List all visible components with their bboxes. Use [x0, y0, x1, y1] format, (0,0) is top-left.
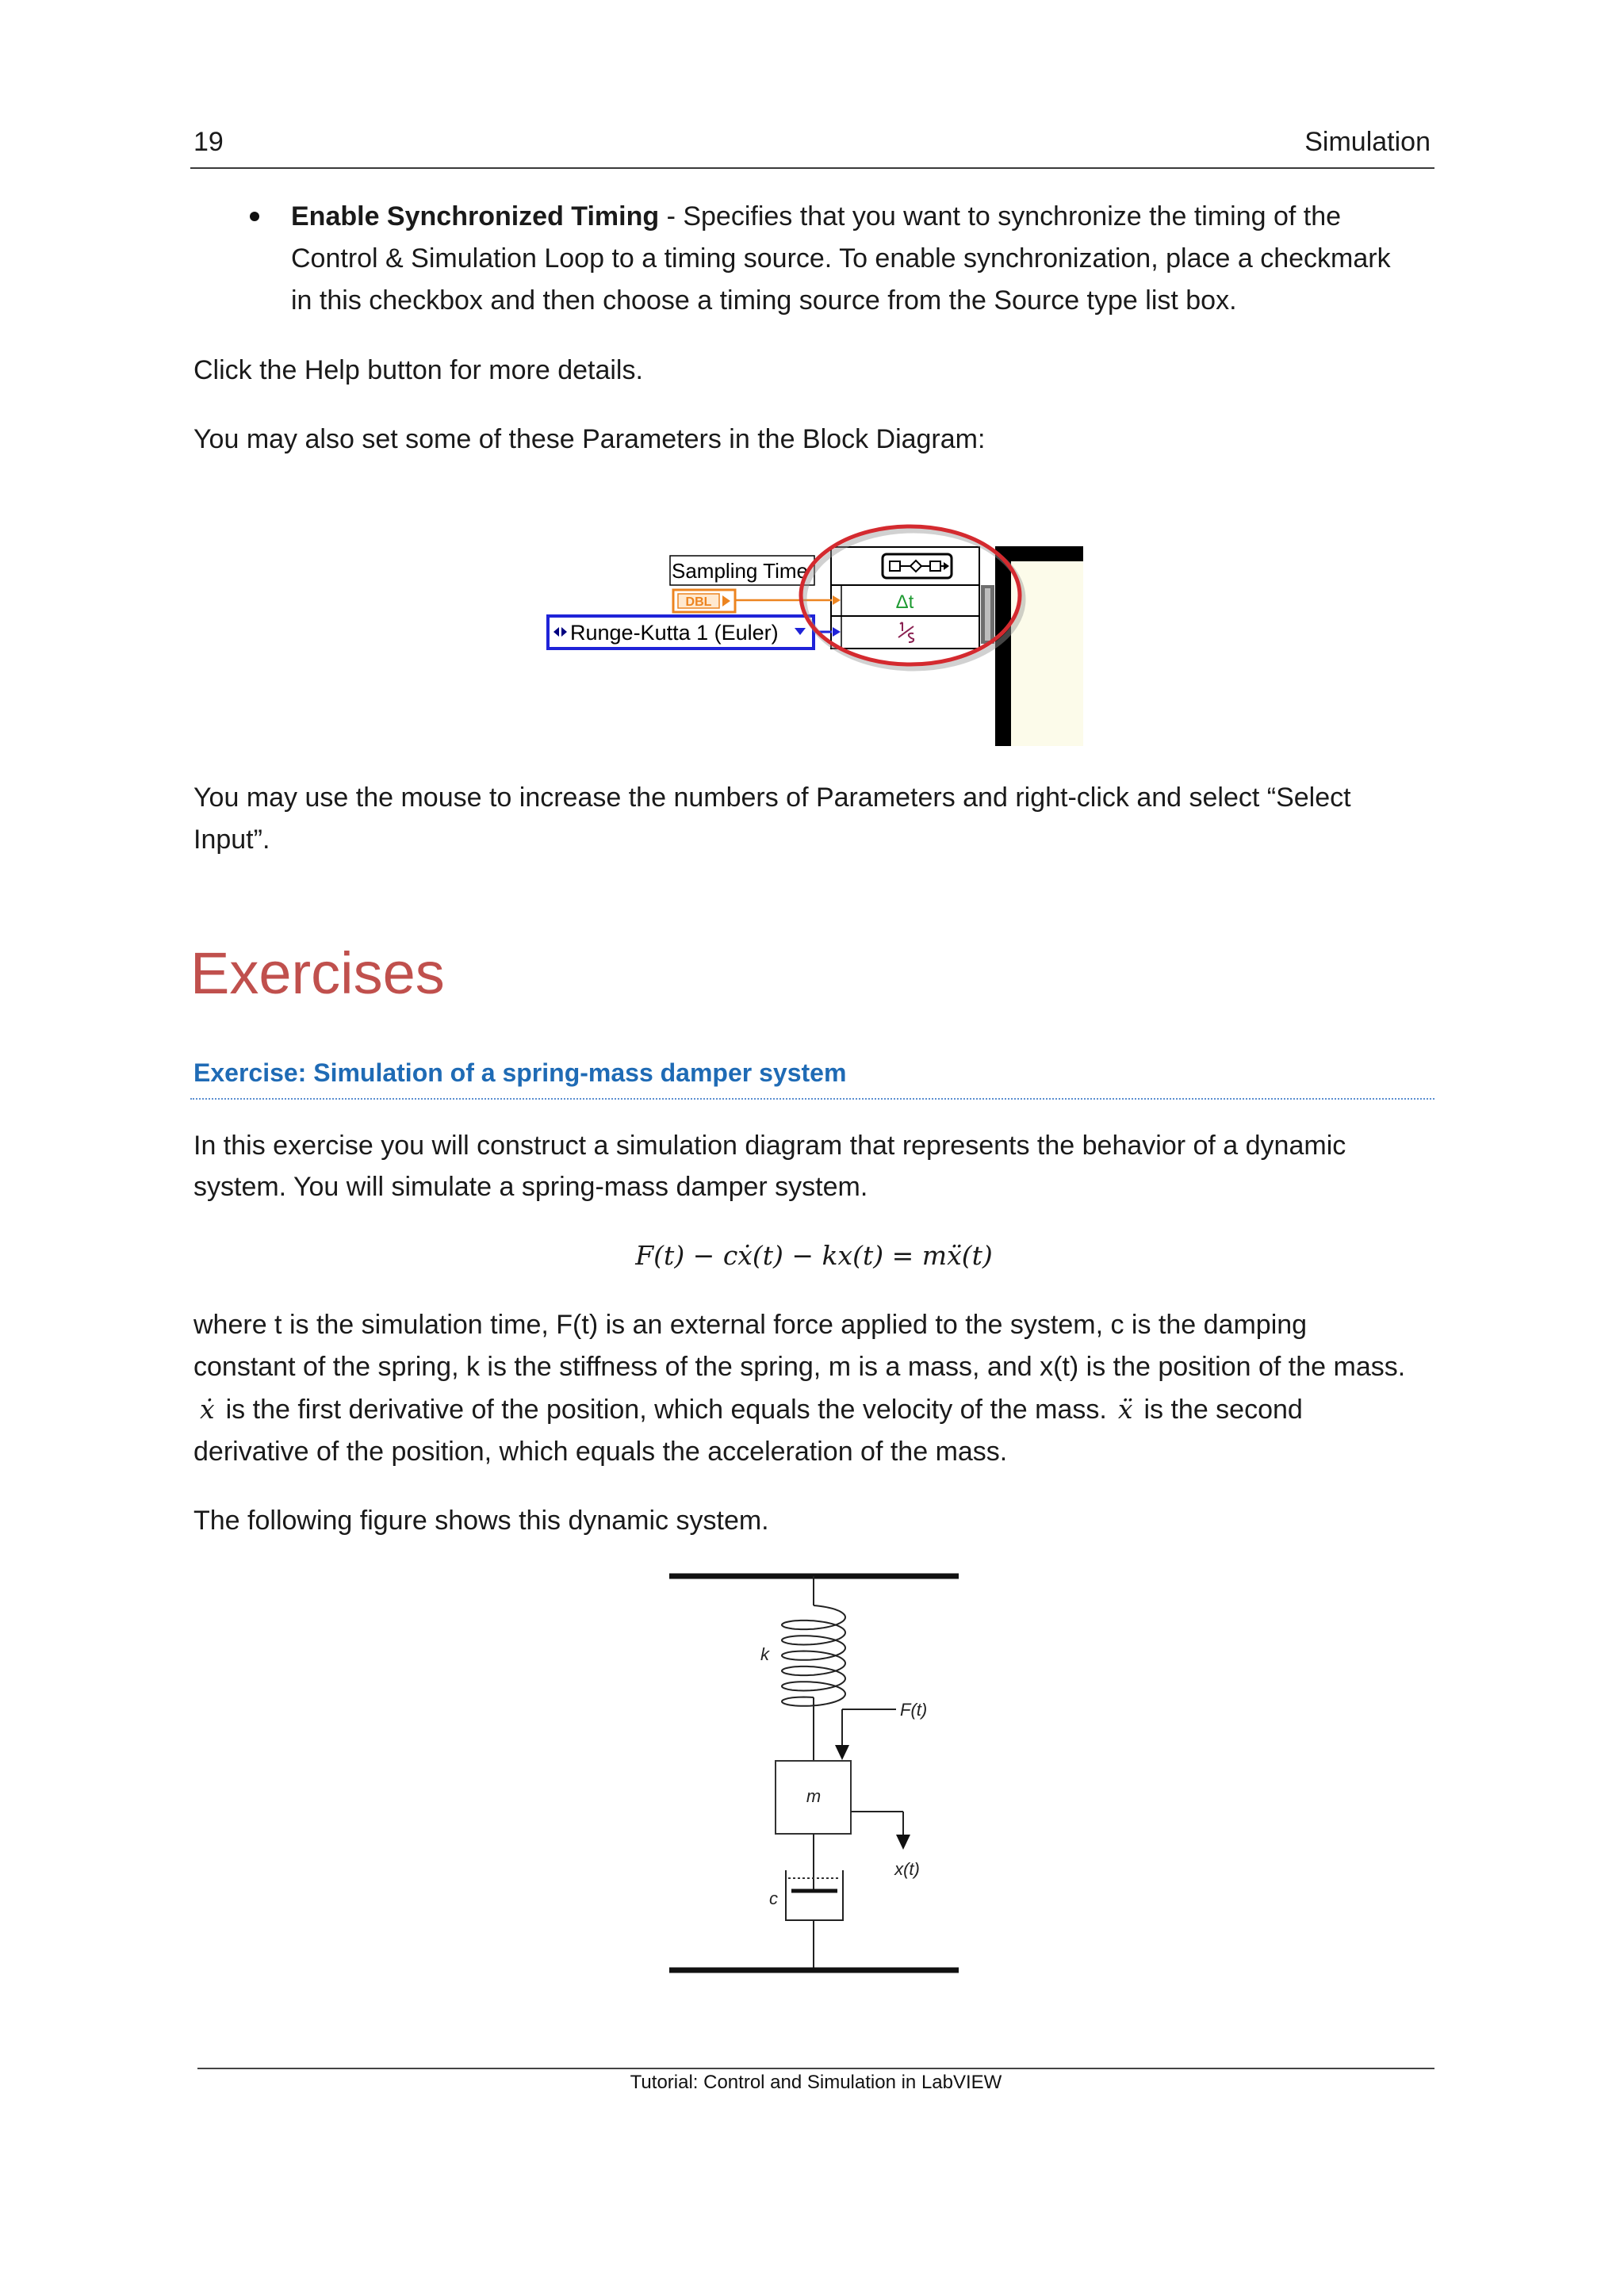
- paragraph-line: constant of the spring, k is the stiffness of the spring, m is a mass, and x(t) is the position of the mass.: [193, 1352, 1406, 1382]
- paragraph-line: system. You will simulate a spring-mass damper system.: [193, 1172, 868, 1202]
- equation-explanation: [193, 1304, 1405, 1473]
- paragraph-line: Input”.: [193, 825, 270, 855]
- page-number: 19: [193, 127, 224, 157]
- paragraph-line: where t is the simulation time, F(t) is an external force applied to the system, c is the damping: [193, 1310, 1308, 1340]
- footer-rule: [197, 2068, 1434, 2069]
- equation-of-motion: F(t) − cẋ(t) − kx(t) = mẍ(t): [635, 1240, 993, 1271]
- footer-text: Tutorial: Control and Simulation in LabVIEW: [630, 2072, 1002, 2093]
- running-header-title: Simulation: [1304, 127, 1431, 157]
- bullet-line-1: [291, 196, 1391, 238]
- position-label: x(t): [894, 1859, 920, 1879]
- paragraph-line: In this exercise you will construct a simulation diagram that represents the behavior of a dynamic: [193, 1131, 1346, 1161]
- paragraph-line: You may use the mouse to increase the numbers of Parameters and right-click and select “Select: [193, 783, 1351, 813]
- acceleration-description: is the second: [1143, 1395, 1303, 1425]
- paragraph-line: [193, 1388, 1405, 1431]
- spring-coil: [782, 1605, 845, 1706]
- help-paragraph: Click the Help button for more details.: [193, 355, 643, 385]
- exercise-title: Exercise: Simulation of a spring-mass damper system: [193, 1058, 847, 1087]
- header-rule: [190, 167, 1434, 169]
- exercise-intro: [193, 1125, 1346, 1207]
- bullet-item: [291, 196, 1391, 322]
- bullet-description: - Specifies that you want to synchronize the timing of the: [666, 201, 1342, 232]
- loop-frame-top-border: [995, 546, 1083, 561]
- paragraph-line: derivative of the position, which equals the acceleration of the mass.: [193, 1437, 1008, 1467]
- block-diagram-figure: [546, 522, 1083, 746]
- mass-label: m: [806, 1786, 822, 1806]
- bullet-line-3: in this checkbox and then choose a timing source from the Source type list box.: [291, 285, 1237, 316]
- acceleration-symbol: ẍ: [1117, 1394, 1133, 1425]
- dbl-terminal-label: DBL: [685, 595, 712, 609]
- exercise-title-rule: [190, 1098, 1434, 1100]
- spring-mass-damper-figure: [666, 1571, 962, 1976]
- ode-solver-enum: [548, 616, 814, 649]
- bullet-line-2: Control & Simulation Loop to a timing source. To enable synchronization, place a checkmark: [291, 243, 1391, 274]
- spring-constant-label: k: [760, 1644, 769, 1664]
- loop-tunnel-bar: [981, 585, 994, 644]
- position-arrow-head: [896, 1835, 910, 1850]
- bullet-term: Enable Synchronized Timing: [291, 201, 660, 232]
- damping-label: c: [769, 1888, 778, 1908]
- section-heading: Exercises: [190, 940, 445, 1006]
- velocity-symbol: ẋ: [200, 1394, 215, 1425]
- sampling-time-dbl-control: [673, 590, 735, 612]
- force-label: F(t): [900, 1700, 928, 1720]
- select-input-paragraph: [193, 777, 1351, 861]
- figure-intro: The following figure shows this dynamic system.: [193, 1506, 769, 1536]
- sampling-time-label: Sampling Time: [672, 559, 808, 583]
- velocity-description: is the first derivative of the position, which equals the velocity of the mass.: [225, 1395, 1107, 1425]
- force-arrow-head: [835, 1745, 849, 1760]
- block-diagram-intro: You may also set some of these Parameters in the Block Diagram:: [193, 424, 986, 454]
- bullet-icon: [250, 212, 259, 221]
- simulation-loop-node-icon: [883, 554, 952, 578]
- ode-solver-value: Runge-Kutta 1 (Euler): [570, 621, 779, 645]
- dt-row-label: Δt: [895, 591, 914, 613]
